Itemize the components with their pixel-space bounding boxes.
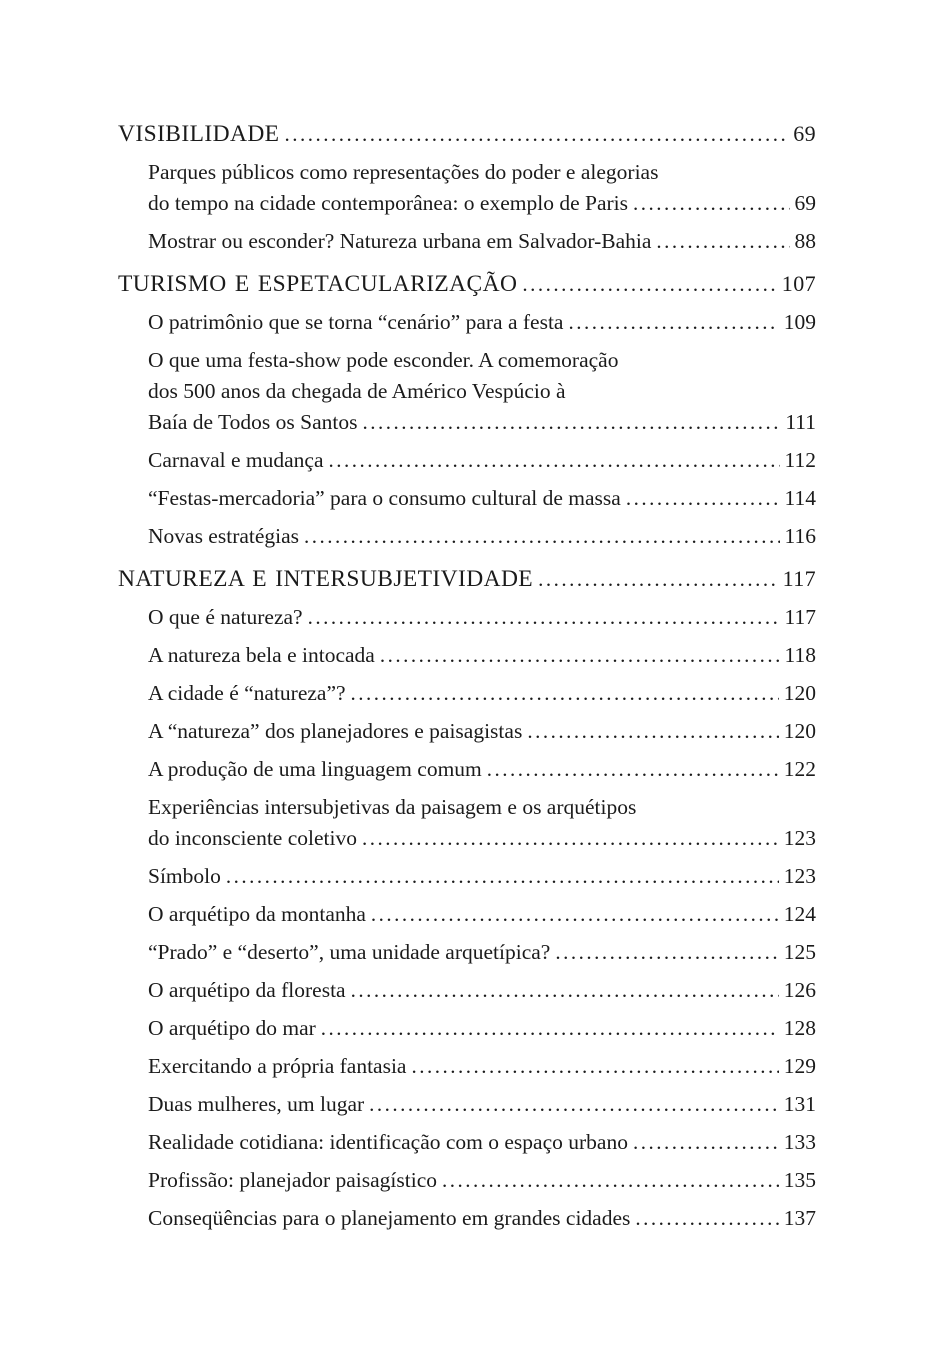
toc-entry-line: O arquétipo do mar: [148, 1016, 316, 1040]
page-number: 118: [784, 643, 816, 667]
toc-entry-line: do tempo na cidade contemporânea: o exemplo de Paris: [148, 191, 629, 215]
page-number: 109: [783, 310, 816, 334]
dot-leader: [321, 1013, 779, 1044]
page-number: 133: [783, 1130, 816, 1154]
toc-entry: [118, 975, 816, 1006]
dot-leader: [380, 640, 780, 671]
toc-entry: [118, 407, 816, 438]
toc-entry: [118, 376, 816, 407]
page-number: 112: [784, 448, 816, 472]
toc-entry-line: Símbolo: [148, 864, 221, 888]
toc-entry: [118, 521, 816, 552]
toc-entry-line: A produção de uma linguagem comum: [148, 757, 482, 781]
dot-leader: [362, 823, 779, 854]
page-number: 69: [794, 191, 816, 215]
dot-leader: [371, 899, 779, 930]
dot-leader: [308, 602, 780, 633]
toc-entry: [118, 307, 816, 338]
toc-entry-line: Conseqüências para o planejamento em grandes cidades: [148, 1206, 631, 1230]
dot-leader: [363, 407, 781, 438]
dot-leader: [633, 1127, 779, 1158]
dot-leader: [442, 1165, 779, 1196]
dot-leader: [284, 119, 788, 150]
toc-entry: [118, 678, 816, 709]
page-number: 116: [784, 524, 816, 548]
toc-entry-line: do inconsciente coletivo: [148, 826, 357, 850]
toc-entry-line: O patrimônio que se torna “cenário” para a festa: [148, 310, 564, 334]
dot-leader: [633, 188, 789, 219]
dot-leader: [522, 269, 776, 300]
toc-entry: [118, 483, 816, 514]
toc-entry: [118, 1203, 816, 1234]
toc-entry-line: Novas estratégias: [148, 524, 300, 548]
toc-section-title: [118, 118, 816, 150]
dot-leader: [369, 1089, 779, 1120]
toc-entry: [118, 226, 816, 257]
toc-section-title: [118, 563, 816, 595]
toc-entry-line: O arquétipo da floresta: [148, 978, 346, 1002]
page-number: 114: [784, 486, 816, 510]
dot-leader: [329, 445, 780, 476]
toc-entry-line: Profissão: planejador paisagístico: [148, 1168, 437, 1192]
toc-entry-line: Experiências intersubjetivas da paisagem e os arquétipos: [148, 795, 637, 819]
toc-entry: [118, 716, 816, 747]
dot-leader: [487, 754, 779, 785]
table-of-contents: [118, 118, 816, 1234]
toc-entry: [118, 754, 816, 785]
toc-entry: [118, 823, 816, 854]
toc-entry: [118, 445, 816, 476]
dot-leader: [568, 307, 778, 338]
page-number: 126: [783, 978, 816, 1002]
toc-section: [118, 268, 816, 552]
toc-entry-line: O arquétipo da montanha: [148, 902, 366, 926]
section-title-text: TURISMO E ESPETACULARIZAÇÃO: [118, 271, 518, 297]
toc-entry-line: O que é natureza?: [148, 605, 303, 629]
toc-entry-line: Baía de Todos os Santos: [148, 410, 358, 434]
toc-entry-line: Exercitando a própria fantasia: [148, 1054, 407, 1078]
dot-leader: [635, 1203, 778, 1234]
dot-leader: [527, 716, 778, 747]
toc-entry: [118, 1165, 816, 1196]
toc-entry-line: O que uma festa-show pode esconder. A comemoração: [148, 348, 619, 372]
toc-entry: [118, 640, 816, 671]
page-number: 69: [793, 121, 816, 146]
toc-entry-line: Parques públicos como representações do poder e alegorias: [148, 160, 659, 184]
toc-entry-line: A “natureza” dos planejadores e paisagistas: [148, 719, 523, 743]
page-number: 107: [781, 271, 816, 296]
page-number: 124: [783, 902, 816, 926]
dot-leader: [538, 564, 778, 595]
toc-section: [118, 118, 816, 257]
toc-entry-line: A natureza bela e intocada: [148, 643, 375, 667]
dot-leader: [555, 937, 778, 968]
page-number: 129: [783, 1054, 816, 1078]
toc-entry-line: dos 500 anos da chegada de Américo Vespúcio à: [148, 379, 566, 403]
dot-leader: [411, 1051, 778, 1082]
toc-entry: [118, 899, 816, 930]
dot-leader: [226, 861, 779, 892]
toc-entry: [118, 1089, 816, 1120]
toc-entry-line: A cidade é “natureza”?: [148, 681, 346, 705]
toc-entry: [118, 188, 816, 219]
toc-entry: [118, 1127, 816, 1158]
page-number: 135: [783, 1168, 816, 1192]
page-number: 88: [794, 229, 816, 253]
section-title-text: NATUREZA E INTERSUBJETIVIDADE: [118, 566, 534, 592]
page-number: 125: [783, 940, 816, 964]
toc-entry-line: Carnaval e mudança: [148, 448, 324, 472]
toc-section: [118, 563, 816, 1234]
dot-leader: [304, 521, 780, 552]
toc-entry: [118, 861, 816, 892]
page-number: 131: [783, 1092, 816, 1116]
toc-entry: [118, 1051, 816, 1082]
page-number: 128: [783, 1016, 816, 1040]
toc-entry-line: “Festas-mercadoria” para o consumo cultural de massa: [148, 486, 621, 510]
dot-leader: [656, 226, 789, 257]
toc-entry: [118, 937, 816, 968]
toc-entry-line: Duas mulheres, um lugar: [148, 1092, 365, 1116]
page-number: 120: [783, 681, 816, 705]
toc-section-title: [118, 268, 816, 300]
page-number: 137: [783, 1206, 816, 1230]
page-number: 111: [785, 410, 816, 434]
toc-entry-line: Mostrar ou esconder? Natureza urbana em Salvador-Bahia: [148, 229, 652, 253]
dot-leader: [351, 678, 779, 709]
section-title-text: VISIBILIDADE: [118, 121, 280, 147]
toc-entry: [118, 602, 816, 633]
page-number: 120: [783, 719, 816, 743]
toc-entry-line: Realidade cotidiana: identificação com o espaço urbano: [148, 1130, 628, 1154]
page-number: 122: [783, 757, 816, 781]
page-number: 117: [784, 605, 816, 629]
dot-leader: [351, 975, 779, 1006]
toc-entry: [118, 345, 816, 376]
dot-leader: [626, 483, 780, 514]
toc-entry: [118, 157, 816, 188]
toc-entry: [118, 1013, 816, 1044]
page-number: 123: [783, 826, 816, 850]
toc-entry-line: “Prado” e “deserto”, uma unidade arquetípica?: [148, 940, 551, 964]
page-number: 123: [783, 864, 816, 888]
toc-entry: [118, 792, 816, 823]
page-number: 117: [782, 566, 816, 591]
